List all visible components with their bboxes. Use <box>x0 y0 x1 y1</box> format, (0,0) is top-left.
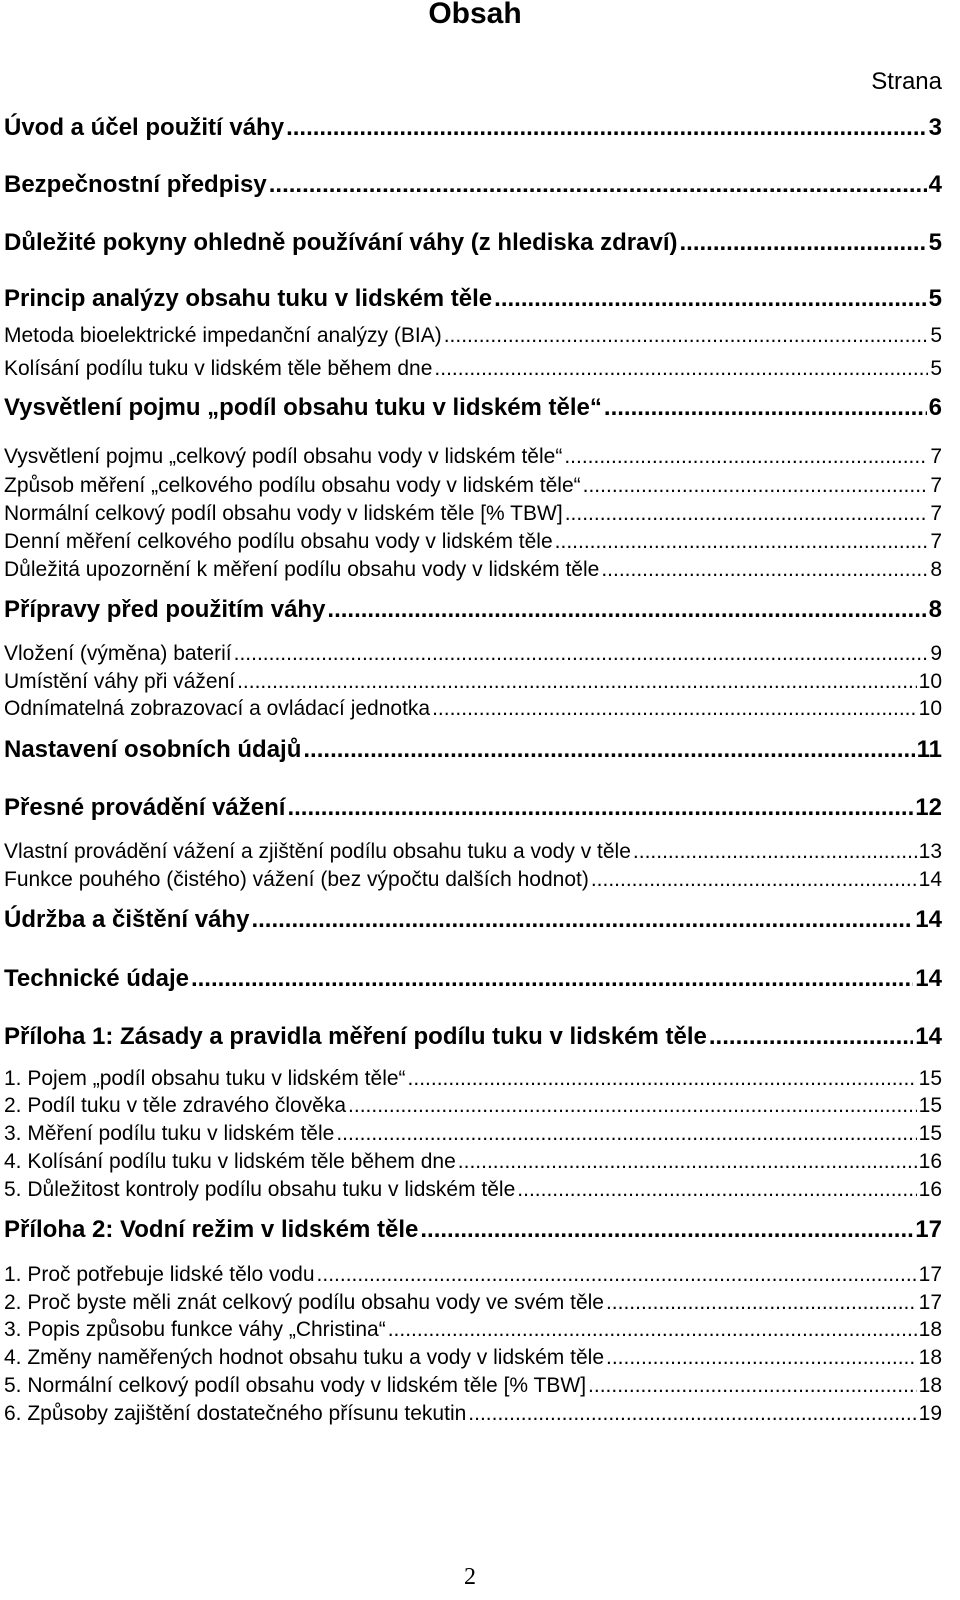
toc-entry-page: 15 <box>918 1122 942 1145</box>
toc-entry-page: 12 <box>915 794 942 821</box>
toc-subsection-entry[interactable] <box>4 1176 942 1204</box>
toc-entry-page: 14 <box>915 965 942 992</box>
dot-leader <box>494 284 926 314</box>
toc-subsection-entry[interactable] <box>4 528 942 556</box>
dot-leader <box>680 228 927 258</box>
toc-entry-title: Kolísání podílu tuku v lidském těle během dne <box>4 357 433 380</box>
toc-entry-title: Technické údaje <box>4 965 189 992</box>
toc-subsection-entry[interactable] <box>4 1289 942 1317</box>
dot-leader <box>408 1065 917 1093</box>
toc-entry-title: Přípravy před použitím váhy <box>4 596 326 623</box>
dot-leader <box>517 1176 916 1204</box>
toc-entry-title: Údržba a čištění váhy <box>4 906 250 933</box>
toc-section-entry[interactable] <box>4 595 942 625</box>
toc-entry-page: 8 <box>930 558 942 581</box>
toc-section-entry[interactable] <box>4 1215 942 1245</box>
dot-leader <box>444 322 929 350</box>
toc-subsection-entry[interactable] <box>4 668 942 696</box>
toc-entry-page: 17 <box>918 1263 942 1286</box>
toc-entry-page: 16 <box>918 1150 942 1173</box>
dot-leader <box>583 472 929 500</box>
toc-entry-page: 5 <box>930 357 942 380</box>
toc-entry-page: 13 <box>918 840 942 863</box>
dot-leader <box>606 1289 917 1317</box>
toc-subsection-entry[interactable] <box>4 472 942 500</box>
toc-subsection-entry[interactable] <box>4 695 942 723</box>
dot-leader <box>317 1261 917 1289</box>
page-title: Obsah <box>428 0 522 30</box>
dot-leader <box>434 355 928 383</box>
toc-entry-title: Příloha 1: Zásady a pravidla měření podílu tuku v lidském těle <box>4 1023 707 1050</box>
toc-entry-title: Normální celkový podíl obsahu vody v lidském těle [% TBW] <box>4 502 563 525</box>
toc-subsection-entry[interactable] <box>4 1400 942 1428</box>
dot-leader <box>604 393 927 423</box>
toc-entry-title: 3. Měření podílu tuku v lidském těle <box>4 1122 335 1145</box>
toc-entry-title: 2. Proč byste měli znát celkový podílu obsahu vody ve svém těle <box>4 1291 604 1314</box>
dot-leader <box>303 735 914 765</box>
toc-entry-page: 8 <box>928 596 942 623</box>
page-column-label: Strana <box>871 68 942 95</box>
toc-subsection-entry[interactable] <box>4 866 942 894</box>
toc-subsection-entry[interactable] <box>4 640 942 668</box>
toc-entry-page: 10 <box>918 670 942 693</box>
dot-leader <box>555 528 929 556</box>
toc-entry-title: Vysvětlení pojmu „podíl obsahu tuku v lidském těle“ <box>4 394 602 421</box>
toc-entry-title: 6. Způsoby zajištění dostatečného přísunu tekutin <box>4 1402 467 1425</box>
toc-subsection-entry[interactable] <box>4 1316 942 1344</box>
dot-leader <box>348 1092 917 1120</box>
dot-leader <box>564 443 928 471</box>
toc-subsection-entry[interactable] <box>4 355 942 383</box>
toc-entry-title: 5. Normální celkový podíl obsahu vody v lidském těle [% TBW] <box>4 1374 587 1397</box>
dot-leader <box>388 1316 917 1344</box>
toc-section-entry[interactable] <box>4 735 942 765</box>
toc-entry-title: Funkce pouhého (čistého) vážení (bez výpočtu dalších hodnot) <box>4 868 589 891</box>
dot-leader <box>287 793 913 823</box>
toc-section-entry[interactable] <box>4 284 942 314</box>
toc-entry-page: 17 <box>918 1291 942 1314</box>
toc-entry-title: Umístění váhy při vážení <box>4 670 236 693</box>
dot-leader <box>269 170 927 200</box>
toc-entry-page: 5 <box>928 229 942 256</box>
toc-section-entry[interactable] <box>4 905 942 935</box>
toc-entry-title: Úvod a účel použití váhy <box>4 114 285 141</box>
dot-leader <box>565 500 929 528</box>
dot-leader <box>432 695 917 723</box>
dot-leader <box>709 1022 913 1052</box>
toc-entry-page: 14 <box>918 868 942 891</box>
dot-leader <box>327 595 926 625</box>
toc-entry-title: Odnímatelná zobrazovací a ovládací jednotka <box>4 697 431 720</box>
toc-entry-title: 3. Popis způsobu funkce váhy „Christina“ <box>4 1318 386 1341</box>
toc-entry-page: 15 <box>918 1094 942 1117</box>
toc-entry-page: 7 <box>930 474 942 497</box>
toc-entry-page: 9 <box>930 642 942 665</box>
toc-entry-page: 15 <box>918 1067 942 1090</box>
toc-entry-page: 7 <box>930 502 942 525</box>
toc-entry-title: Vložení (výměna) baterií <box>4 642 232 665</box>
toc-section-entry[interactable] <box>4 393 942 423</box>
toc-section-entry[interactable] <box>4 228 942 258</box>
toc-entry-page: 14 <box>915 1023 942 1050</box>
dot-leader <box>191 964 913 994</box>
toc-entry-page: 18 <box>918 1346 942 1369</box>
toc-subsection-entry[interactable] <box>4 500 942 528</box>
dot-leader <box>237 668 917 696</box>
toc-subsection-entry[interactable] <box>4 1148 942 1176</box>
toc-entry-page: 5 <box>930 324 942 347</box>
toc-entry-page: 18 <box>918 1374 942 1397</box>
toc-entry-title: Denní měření celkového podílu obsahu vody v lidském těle <box>4 530 553 553</box>
toc-entry-page: 4 <box>928 171 942 198</box>
toc-entry-page: 3 <box>928 114 942 141</box>
toc-entry-page: 5 <box>928 285 942 312</box>
toc-subsection-entry[interactable] <box>4 556 942 584</box>
toc-entry-page: 19 <box>918 1402 942 1425</box>
toc-entry-title: Nastavení osobních údajů <box>4 736 302 763</box>
toc-entry-title: 1. Proč potřebuje lidské tělo vodu <box>4 1263 315 1286</box>
toc-entry-title: 4. Změny naměřených hodnot obsahu tuku a vody v lidském těle <box>4 1346 604 1369</box>
dot-leader <box>336 1120 916 1148</box>
toc-entry-page: 6 <box>928 394 942 421</box>
toc-entry-title: Důležité pokyny ohledně používání váhy (z hlediska zdraví) <box>4 229 678 256</box>
dot-leader <box>251 905 913 935</box>
toc-subsection-entry[interactable] <box>4 322 942 350</box>
page-number: 2 <box>464 1564 476 1590</box>
toc-entry-title: 2. Podíl tuku v těle zdravého člověka <box>4 1094 347 1117</box>
dot-leader <box>601 556 928 584</box>
dot-leader <box>591 866 917 894</box>
toc-section-entry[interactable] <box>4 793 942 823</box>
toc-subsection-entry[interactable] <box>4 1372 942 1400</box>
toc-entry-title: Vlastní provádění vážení a zjištění podílu obsahu tuku a vody v těle <box>4 840 631 863</box>
toc-subsection-entry[interactable] <box>4 1344 942 1372</box>
toc-subsection-entry[interactable] <box>4 1092 942 1120</box>
toc-entry-page: 18 <box>918 1318 942 1341</box>
toc-subsection-entry[interactable] <box>4 1120 942 1148</box>
toc-subsection-entry[interactable] <box>4 443 942 471</box>
dot-leader <box>286 113 927 143</box>
toc-section-entry[interactable] <box>4 170 942 200</box>
toc-entry-title: Způsob měření „celkového podílu obsahu vody v lidském těle“ <box>4 474 581 497</box>
toc-section-entry[interactable] <box>4 1022 942 1052</box>
toc-entry-title: 4. Kolísání podílu tuku v lidském těle během dne <box>4 1150 456 1173</box>
dot-leader <box>420 1215 913 1245</box>
toc-entry-title: Princip analýzy obsahu tuku v lidském těle <box>4 285 493 312</box>
dot-leader <box>234 640 929 668</box>
toc-section-entry[interactable] <box>4 113 942 143</box>
toc-entry-page: 7 <box>930 445 942 468</box>
toc-entry-page: 14 <box>915 906 942 933</box>
toc-entry-title: Bezpečnostní předpisy <box>4 171 267 198</box>
toc-subsection-entry[interactable] <box>4 1261 942 1289</box>
toc-entry-title: 5. Důležitost kontroly podílu obsahu tuku v lidském těle <box>4 1178 516 1201</box>
toc-entry-title: 1. Pojem „podíl obsahu tuku v lidském těle“ <box>4 1067 406 1090</box>
toc-entry-page: 10 <box>918 697 942 720</box>
dot-leader <box>458 1148 917 1176</box>
toc-entry-title: Důležitá upozornění k měření podílu obsahu vody v lidském těle <box>4 558 600 581</box>
toc-entry-title: Metoda bioelektrické impedanční analýzy (BIA) <box>4 324 442 347</box>
dot-leader <box>468 1400 916 1428</box>
toc-subsection-entry[interactable] <box>4 838 942 866</box>
toc-entry-page: 11 <box>916 736 942 763</box>
toc-entry-page: 17 <box>915 1216 942 1243</box>
toc-entry-page: 7 <box>930 530 942 553</box>
toc-subsection-entry[interactable] <box>4 1065 942 1093</box>
toc-entry-title: Přesné provádění vážení <box>4 794 286 821</box>
toc-entry-title: Vysvětlení pojmu „celkový podíl obsahu vody v lidském těle“ <box>4 445 563 468</box>
dot-leader <box>606 1344 917 1372</box>
toc-section-entry[interactable] <box>4 964 942 994</box>
toc-entry-page: 16 <box>918 1178 942 1201</box>
dot-leader <box>633 838 917 866</box>
dot-leader <box>588 1372 917 1400</box>
toc-entry-title: Příloha 2: Vodní režim v lidském těle <box>4 1216 419 1243</box>
